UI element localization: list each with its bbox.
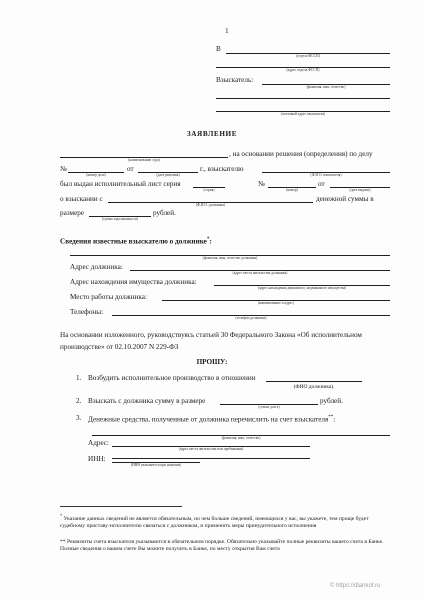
request-1-caption: (ФИО должника). (293, 384, 335, 390)
issue-date-caption: (дата выдачи) (349, 188, 371, 192)
request-1-line (266, 381, 362, 382)
debtor-address-caption: (адрес места жительства должника) (232, 271, 288, 275)
debtor-work-label: Место работы должника: (70, 293, 147, 301)
request-1-number: 1. (76, 374, 82, 382)
series-caption: (серия) (203, 188, 215, 192)
address-caption: (адрес отдела ФССП) (286, 68, 320, 72)
claimant-label: Взыскатель: (216, 76, 254, 84)
court-caption: (наименование суда) (128, 158, 160, 162)
sum-caption: (сумма задолженности) (102, 217, 138, 221)
watermark: © https://dlankof.ru (330, 583, 381, 589)
decision-date-caption: (дата решения) (156, 173, 180, 177)
sheet-from-label: от (318, 180, 325, 188)
debtor-caption: (Ф.И.О. должника) (195, 203, 225, 207)
to-label: В (216, 45, 221, 53)
footnote-separator (60, 506, 182, 507)
claimant-fio-caption: (Ф.И.О. взыскателя) (310, 173, 342, 177)
number-caption: (номер) (286, 188, 298, 192)
payee-inn-caption: (ИНН указывается при наличии) (130, 463, 182, 467)
body-line2-text: г., взыскателю (200, 165, 244, 173)
body-line4-a: о взыскании с (60, 195, 103, 203)
body-line5-b: рублей. (153, 209, 176, 217)
payee-address-label: Адрес: (88, 439, 109, 447)
basis-line1: На основании изложенного, руководствуясь статьей 30 Федерального Закона «Об исполнительном (60, 331, 362, 339)
case-no-sign: № (60, 165, 67, 173)
claimant-line-2 (216, 98, 390, 99)
request-1-text: Возбудить исполнительное производство в отношении (88, 374, 256, 382)
debtor-section-title: Сведения известные взыскателю о должнике*: (60, 237, 212, 246)
document-title: ЗАЯВЛЕНИЕ (186, 130, 238, 138)
postal-caption: (почтовый адрес взыскателя) (280, 112, 326, 116)
page-number: 1 (225, 27, 229, 35)
payee-inn-label: ИНН: (88, 455, 106, 463)
case-from-label: от (127, 165, 134, 173)
footnote-1: * Указание данных сведений не является обязательным, но чем больше сведений, имеющихся у вас, вы укажете, тем проще будет судебному приставу-исполнителю связаться с должником, и применить меры принудительного исполнения (60, 513, 369, 529)
payee-address-line-2 (112, 458, 310, 459)
debtor-property-label: Адрес нахождения имущества должника: (70, 278, 197, 286)
payee-name-caption: (фамилия, имя, отчество) (221, 436, 261, 440)
to-caption: (отдела ФССП) (296, 54, 320, 58)
sheet-no-sign: № (258, 180, 265, 188)
request-title: ПРОШУ: (196, 358, 228, 366)
request-3-number: 3. (76, 414, 82, 422)
request-2-number: 2. (76, 397, 82, 405)
request-2-text: Взыскать с должника сумму в размере (88, 397, 206, 405)
footnote-2: ** Реквизиты счета взыскателя указываются в обязательном порядке. Обязательно указывайте полные реквизиты вашего счета в Банке. Полные сведения о вашем счете Вы можете получить в Банке, по месту открытия Вам счета (60, 539, 384, 552)
debtor-address-label: Адрес должника: (70, 263, 123, 271)
request-2-tail: рублей. (320, 397, 343, 405)
claimant-caption: (фамилия, имя, отчество) (306, 85, 346, 89)
debtor-property-caption: (адрес нахождения движимого, недвижимого имущества) (257, 286, 347, 290)
body-line1-text: , на основании решения (определения) по делу (229, 150, 373, 158)
request-2-caption: (сумма долга) (258, 405, 280, 409)
body-line5-a: размере (60, 209, 85, 217)
request-3-text: Денежные средства, полученные от должника перечислить на счет взыскателя**: (88, 415, 336, 424)
debtor-phone-caption: (телефон должника) (235, 316, 267, 320)
body-line4-b: денежной суммы в (316, 195, 374, 203)
body-line3-text: был выдан исполнительный лист серия (60, 180, 181, 188)
basis-line2: производстве» от 02.10.2007 N 229-ФЗ (60, 343, 179, 351)
debtor-name-caption: (фамилия, имя, отчество должника) (202, 256, 258, 260)
debtor-work-caption: (наименование и адрес) (257, 301, 295, 305)
debtor-phone-label: Телефоны: (70, 308, 104, 316)
case-no-caption: (номер дела) (86, 173, 106, 177)
payee-address-caption: (адрес места жительства или пребывания) (178, 447, 244, 451)
